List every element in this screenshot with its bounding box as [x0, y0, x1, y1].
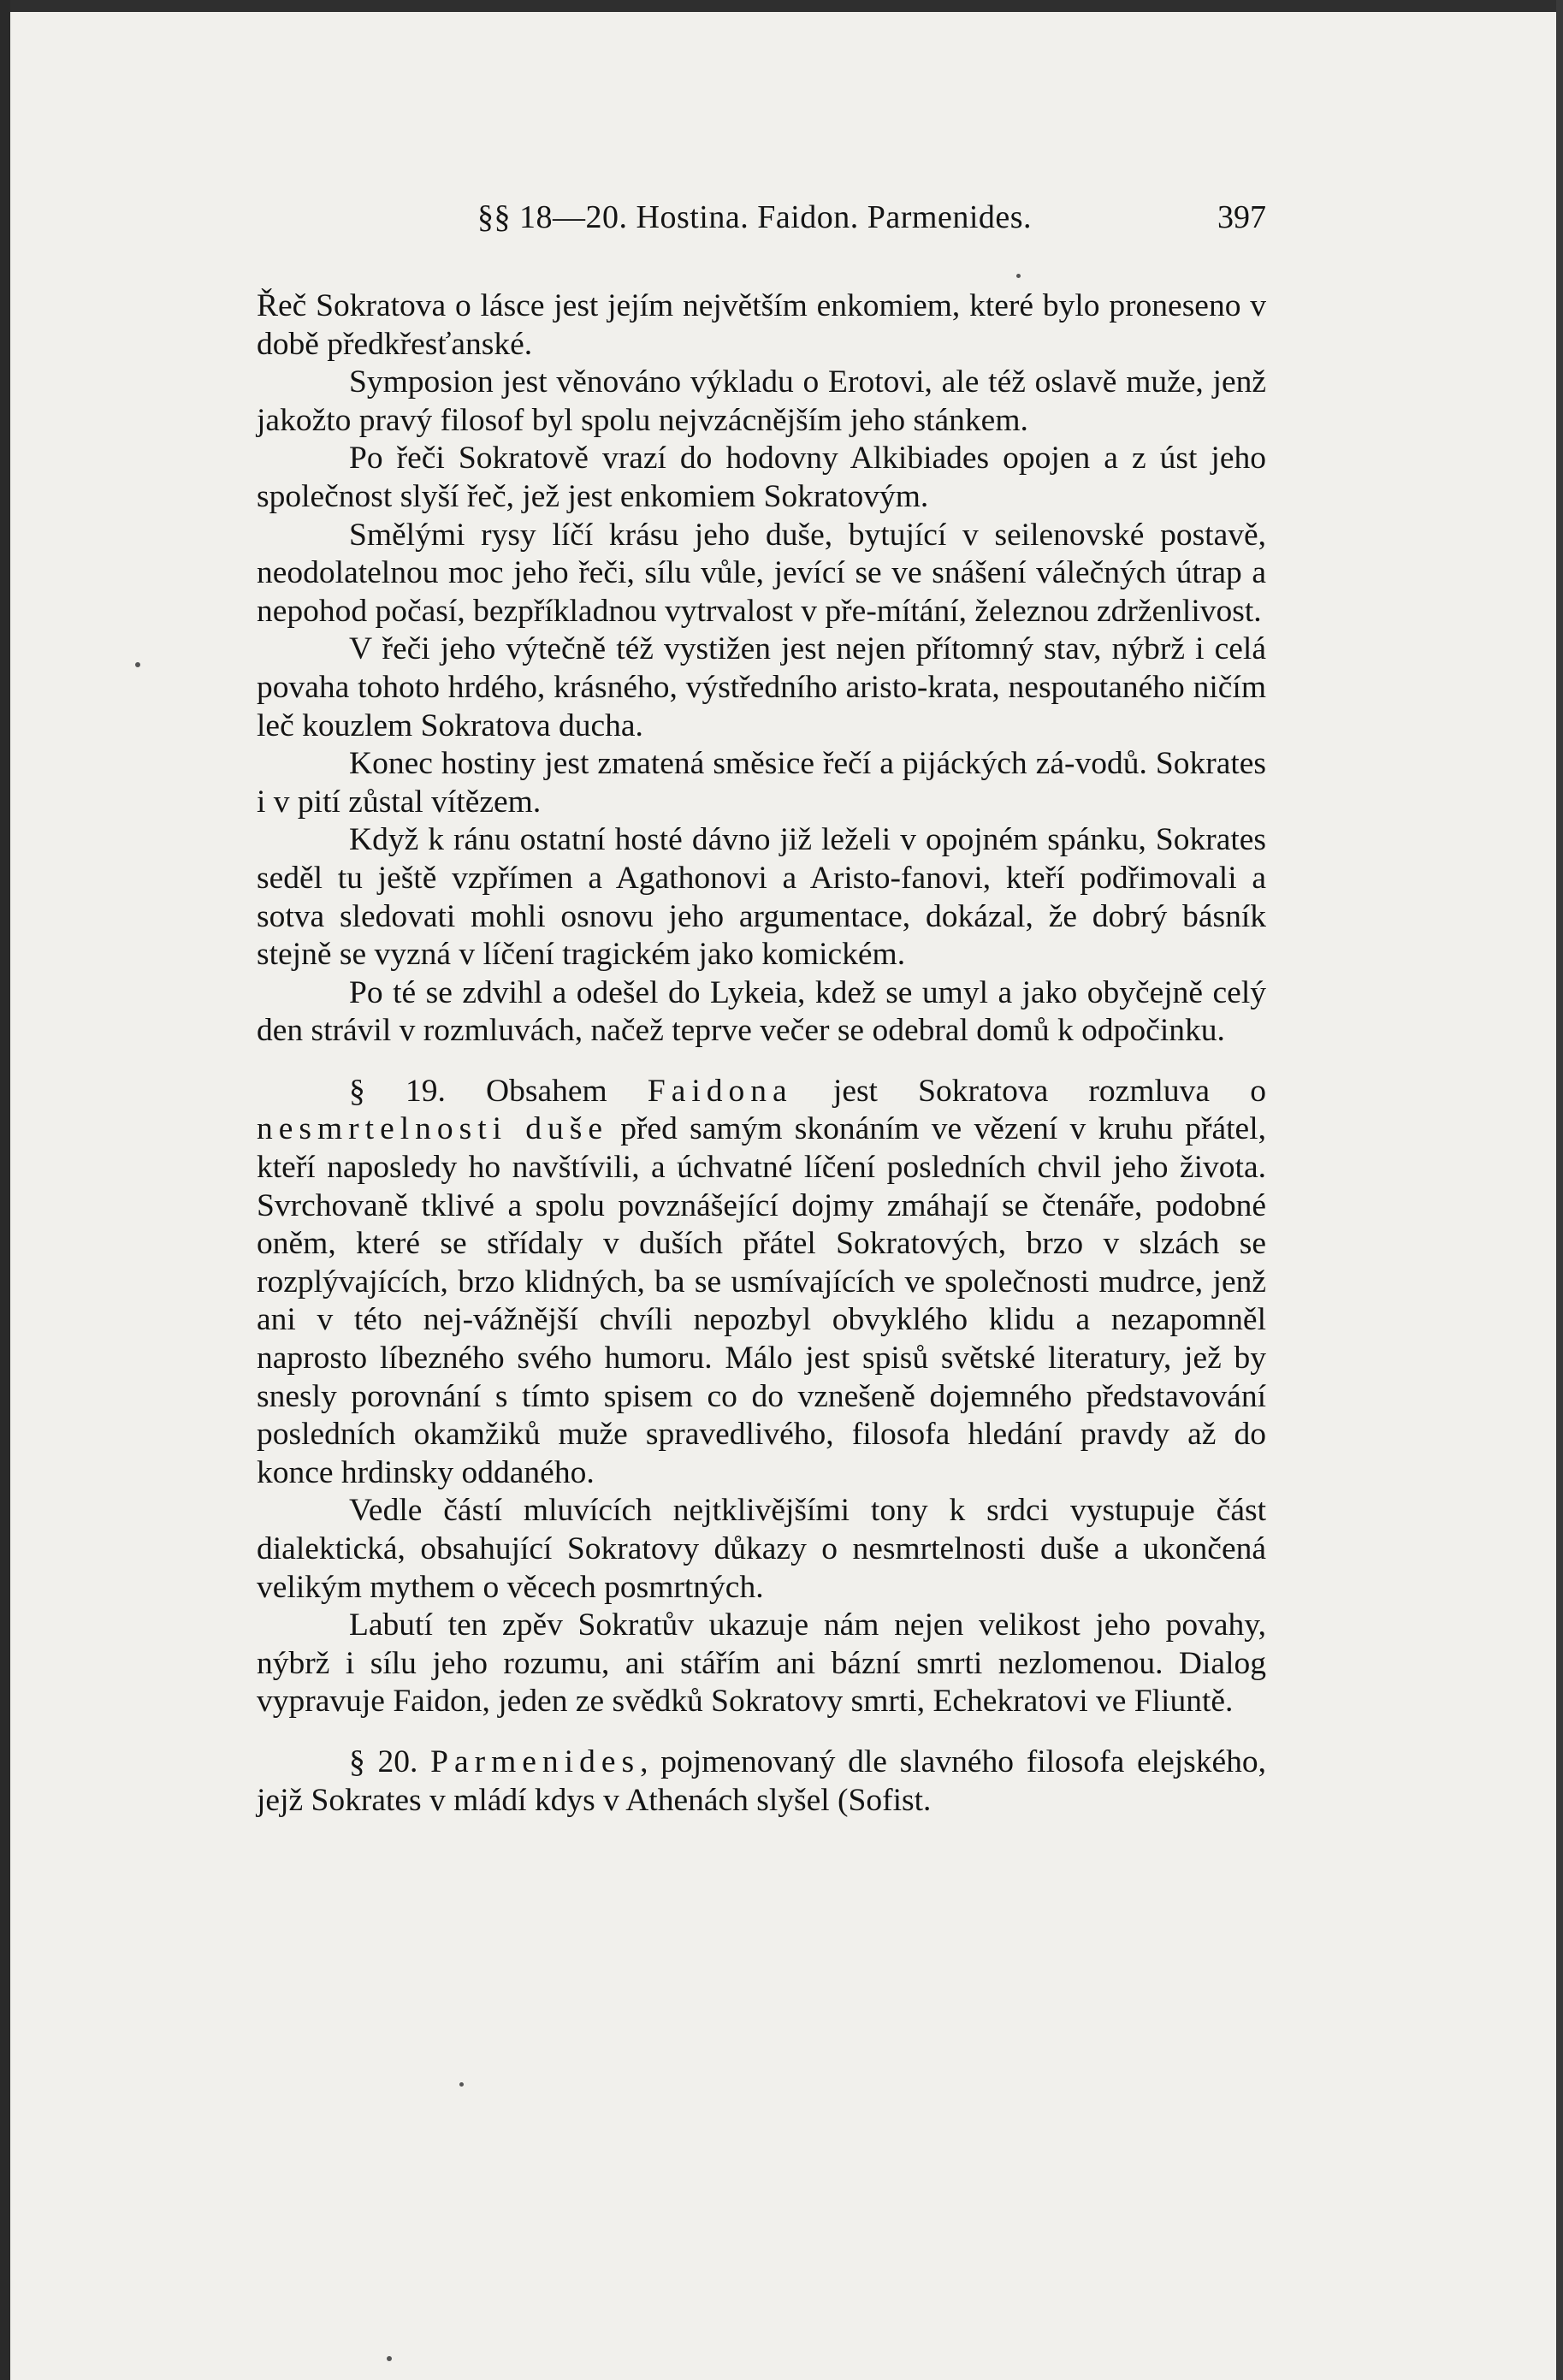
- section-mark: § 19.: [349, 1073, 446, 1109]
- emphasized-phrase: nesmrtelnosti duše: [257, 1111, 609, 1147]
- scan-edge-right: [1556, 0, 1563, 2380]
- dust-speck: [1016, 274, 1021, 278]
- paragraph: Smělými rysy líčí krásu jeho duše, bytující v seilenovské postavě, neodolatelnou moc jeho řeči, sílu vůle, jevící se ve snášení válečných útrap a nepohod počasí, bezpříkladnou vytrvalost v pře-mítání, železnou zdrženlivost.: [257, 517, 1266, 629]
- body-text: [257, 287, 1266, 1820]
- dialogue-title-parmenides: Parmenides: [430, 1744, 641, 1779]
- paragraph: Vedle částí mluvících nejtklivějšími tony k srdci vystupuje část dialektická, obsahující Sokratovy důkazy o nesmrtelnosti duše a ukončená velikým mythem o věcech posmrtných.: [257, 1493, 1266, 1605]
- section-19-paragraph: [257, 1073, 1266, 1493]
- dust-speck: [459, 2082, 464, 2087]
- paragraph: Po řeči Sokratově vrazí do hodovny Alkibiades opojen a z úst jeho společnost slyší řeč, jež jest enkomiem Sokratovým.: [257, 441, 1266, 514]
- dialogue-title-faidon: Faidona: [647, 1073, 793, 1109]
- paragraph: Po té se zdvihl a odešel do Lykeia, kdež se umyl a jako obyčejně celý den strávil v rozmluvách, načež teprve večer se odebral domů k odpočinku.: [257, 974, 1266, 1049]
- section-20-paragraph: [257, 1744, 1266, 1820]
- paragraph: V řeči jeho výtečně též vystižen jest nejen přítomný stav, nýbrž i celá povaha tohoto hrdého, krásného, výstředního aristo-krata, nespoutaného ničím leč kouzlem Sokratova ducha.: [257, 631, 1266, 743]
- paragraph: Symposion jest věnováno výkladu o Erotovi, ale též oslavě muže, jenž jakožto pravý filosof byl spolu nejvzácnějším jeho stánkem.: [257, 364, 1266, 438]
- scan-edge-top: [0, 0, 1563, 12]
- section-mark: § 20.: [349, 1744, 418, 1779]
- text-run: jest Sokratova rozmluva o: [792, 1073, 1266, 1109]
- scan-edge-left: [0, 0, 10, 2380]
- paragraph: Konec hostiny jest zmatená směsice řečí a pijáckých zá-vodů. Sokrates i v pití zůstal vítězem.: [257, 746, 1266, 820]
- dust-speck: [135, 662, 140, 667]
- paragraph: Řeč Sokratova o lásce jest jejím největším enkomiem, které bylo proneseno v době předkřesťanské.: [257, 288, 1266, 362]
- text-run: před samým skonáním ve vězení v kruhu přátel, kteří naposledy ho navštívili, a úchvatné líčení posledních chvil jeho života. Svrchovaně tklivé a spolu povznášející dojmy zmáhají se čtenáře, podobné oněm, které se střídaly v duších přátel Sokratových, brzo v slzách se rozplývajících, brzo klidných, ba se usmívajících ve společnosti mudrce, jenž ani v této nej-vážnější chvíli nepozbyl obvyklého klidu a nezapomněl naprosto líbezného svého humoru. Málo jest spisů světské literatury, jež by snesly porovnání s tímto spisem co do vznešeně dojemného představování posledních okamžiků muže spravedlivého, filosofa hledání pravdy až do konce hrdinsky oddaného.: [257, 1111, 1266, 1490]
- paragraph: Labutí ten zpěv Sokratův ukazuje nám nejen velikost jeho povahy, nýbrž i sílu jeho rozumu, ani stářím ani bázní smrti nezlomenou. Dialog vypravuje Faidon, jeden ze svědků Sokratovy smrti, Echekratovi ve Fliuntě.: [257, 1607, 1266, 1720]
- dust-speck: [387, 2356, 392, 2361]
- text-run: Obsahem: [445, 1073, 648, 1109]
- page-number: 397: [1217, 199, 1266, 235]
- paragraph: Když k ránu ostatní hosté dávno již leželi v opojném spánku, Sokrates seděl tu ještě vzpřímen a Agathonovi a Aristo-fanovi, kteří podřimovali a sotva sledovati mohli osnovu jeho argumentace, dokázal, že dobrý básník stejně se vyzná v líčení tragickém jako komickém.: [257, 822, 1266, 973]
- text-run: , pojmenovaný dle slavného filosofa elejského, jejž Sokrates v mládí kdys v Athenách slyšel (Sofist.: [257, 1744, 1266, 1818]
- running-title: §§ 18—20. Hostina. Faidon. Parmenides.: [477, 199, 1033, 235]
- page-header: [257, 198, 1266, 250]
